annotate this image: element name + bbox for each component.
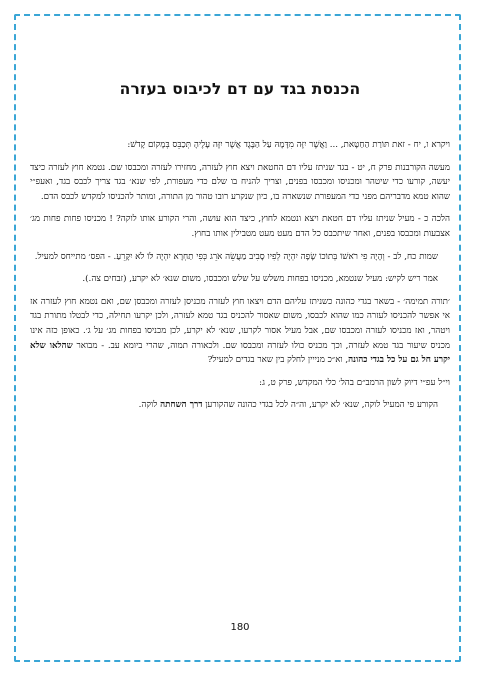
torah-temimah-end: , וא״כ מנייין לחלק בין שאר בגדים למעיל? (207, 355, 349, 366)
verse-paragraph: ויקרא ו, יח - זאת תּוֹרַת הַחַטָּאת, ... וַאֲשֶׁר יִזֶּה מִדָּמָהּ עַל הַבֶּגֶד אֲשֶׁר יִזֶּה עָלֶיהָ תְּכַבֵּס בְּמָקוֹם קָדֹשׁ: (127, 140, 450, 150)
torah-temimah-bold: שהלאו שלא יקרע חל גם על כל בגדי כהונה (30, 340, 450, 366)
rambam-quote-end: לוקה. (138, 400, 158, 411)
rambam-quote-text: הקורע פי המעיל לוקה, שנא׳ לא יקרע, וה״ה לכל בגדי כהונה שהקורען (205, 400, 438, 411)
halacha-paragraph: הלכה כ - מעיל שניתז עליו דם חטאת ויצא ונטמא לחוץ, כיצד הוא עושה, והרי הקורע אותו לוקה? ! מכניסו פחות פחות מג׳ אצבעות ומכבסו בפנים, ואחר שיתכבס כל הדם מעט מעט מטבילין אותו בחוץ. (30, 214, 450, 239)
torah-temimah-paragraph (30, 295, 450, 368)
exodus-quote: שמות כח, לב - וְהָיָה פִי רֹאשׁוֹ בְּתוֹכוֹ שָׂפָה יִהְיֶה לְפִיו סָבִיב מַעֲשֵׂה אֹרֵג כְּפִי תַחְרָא יִהְיֶה לּוֹ לֹא יִקָּרֵעַ. - הפס׳ מתייחס למעיל. (34, 251, 438, 262)
torah-temimah-text: ׳תורה תמימה׳ - בשאר בגדי כהונה כשניתז עליהם הדם ויצאו חוץ לעזרה מכניסן לעזרה ומכבסן שם, ואם נטמא חוץ לעזרה אז אי אפשר להכניסו לעזרה כמו שהוא לכבסו, משום שאסור להכניס בגד טמא לעזרה, ולכן יקרעו תחילה, כדי לבטלו מתורת בגד ויטהר, ואז מכניסו לעזרה ומכבסו שם, אבל מעיל אסור לקרעו, שנא׳ לא יקרע, לכן מכניסו בפחות מג׳ על ג׳. כאופן כזה אינו מכניס שיעור בגד טמא לעזרה, וכך מכניס כולו לעזרה ומכבסו שם. ולכאורה תמוה, שהרי ביומא עב. - מבואר (30, 296, 450, 351)
page-number: 180 (230, 622, 250, 633)
page-content (30, 22, 450, 421)
page-title: הכנסת בגד עם דם לכיבוס בעזרה (119, 80, 361, 98)
resh-lakish-quote: אמר ריש לקיש: מעיל שנטמא, מכניסו בפחות משלש על שלש ומכבסו, משום שנא׳ לא יקרע, (זבחים צה.). (82, 274, 438, 285)
rambam-quote-bold: דרך השחתה (160, 400, 203, 411)
rambam-quote (34, 398, 438, 413)
rambam-paragraph: מעשה הקורבנות פרק ח, יט - בגד שניתז עליו דם החטאת ויצא חוץ לעזרה, מחזירו לעזרה ומכבסו שם. נטמא חוץ לעזרה כיצד יעשה, קורעו כדי שיטהר ומכניסו ומכבסו בפנים, וצריך להניח בו שלם כדי מעפורת, לפי שנא׳ בגד צריך לכבס בגד, ואעפ״י שהוא טמא מדבריהם מפני כדי המעפורת שנשארה בו, כיון שנקרע רובו טהור מן התורה, ומותר להכניסו למקדש לכבס הדם. (30, 162, 450, 202)
rambam-source-line: וי״ל עפ״י דיוק לשון הרמב״ם בהל׳ כלי המקדש, פרק ט, ג: (259, 377, 450, 388)
